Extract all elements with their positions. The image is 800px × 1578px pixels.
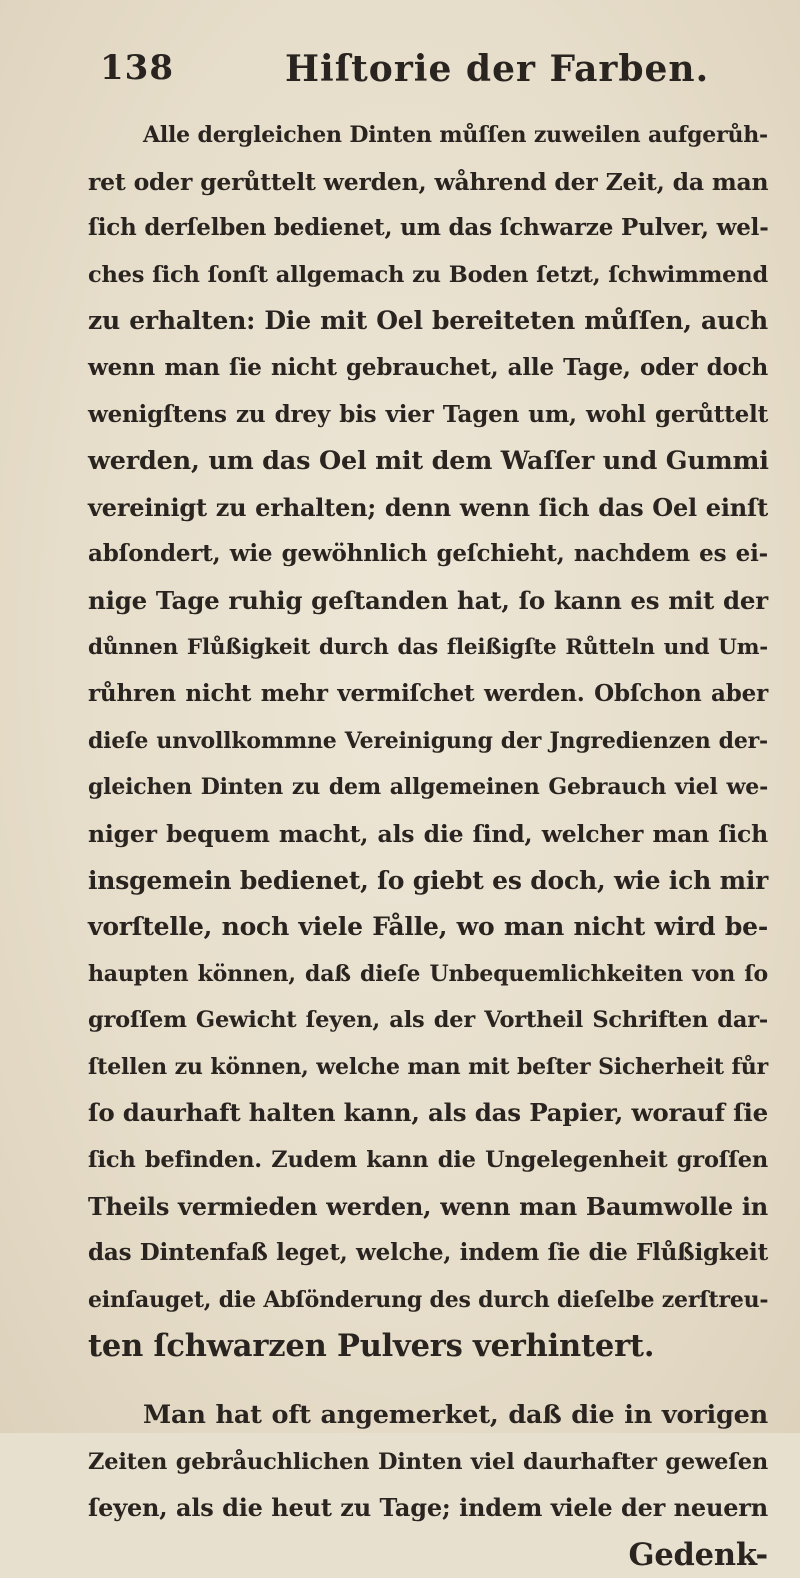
text-line: ſich befinden. Zudem kann die Ungelegenheit groſſen	[88, 1147, 768, 1174]
text-line: Man hat oft angemerket, daß die in vorigen	[143, 1400, 768, 1431]
paragraph-2	[88, 1392, 768, 1532]
text-line: abſondert, wie gewöhnlich geſchieht, nachdem es ei-	[88, 540, 768, 568]
text-line: das Dintenfaß leget, welche, indem ſie die Flůßigkeit	[88, 1239, 768, 1267]
text-line: růhren nicht mehr vermiſchet werden. Obſchon aber	[88, 680, 768, 708]
text-line: ret oder gerůttelt werden, wåhrend der Zeit, da man	[88, 167, 769, 196]
text-line: haupten können, daß dieſe Unbequemlichkeiten von ſo	[88, 960, 768, 987]
text-line: niger bequem macht, als die ſind, welcher man ſich	[88, 819, 768, 848]
text-line: důnnen Flůßigkeit durch das fleißigſte Růtteln und Um-	[88, 634, 768, 660]
paragraph-1	[88, 112, 768, 1370]
text-line: ches ſich ſonſt allgemach zu Boden ſetzt, ſchwimmend	[88, 261, 768, 288]
text-line: insgemein bedienet, ſo giebt es doch, wie ich mir	[88, 865, 769, 895]
text-line: ſtellen zu können, welche man mit beſter Sicherheit fůr	[88, 1053, 768, 1080]
text-line: ſo daurhaft halten kann, als das Papier, worauf ſie	[88, 1098, 768, 1128]
text-line: einſauget, die Abſönderung des durch dieſelbe zerſtreu-	[88, 1286, 769, 1313]
catchword: Gedenk-	[628, 1536, 768, 1573]
running-title: Hiſtorie der Farben.	[285, 48, 710, 90]
text-line: gleichen Dinten zu dem allgemeinen Gebrauch viel we-	[88, 774, 768, 801]
text-line: zu erhalten: Die mit Oel bereiteten můſſen, auch	[88, 306, 768, 336]
text-line: dieſe unvollkommne Vereinigung der Jngredienzen der-	[88, 727, 768, 754]
text-line: ſeyen, als die heut zu Tage; indem viele der neuern	[88, 1493, 768, 1523]
text-line: nige Tage ruhig geſtanden hat, ſo kann es mit der	[88, 585, 768, 615]
text-line: Alle dergleichen Dinten můſſen zuweilen aufgerůh-	[143, 122, 768, 148]
text-line: werden, um das Oel mit dem Waſſer und Gummi	[88, 446, 769, 477]
text-line: Theils vermieden werden, wenn man Baumwolle in	[88, 1191, 768, 1221]
text-line: vorſtelle, noch viele Fålle, wo man nicht wird be-	[88, 912, 768, 942]
text-line: Zeiten gebråuchlichen Dinten viel daurhafter geweſen	[88, 1448, 768, 1475]
text-line: ſich derſelben bedienet, um das ſchwarze Pulver, wel-	[88, 214, 769, 242]
text-line: vereinigt zu erhalten; denn wenn ſich das Oel einſt	[88, 492, 768, 522]
body-text	[88, 112, 768, 1578]
text-line: wenn man ſie nicht gebrauchet, alle Tage, oder doch	[88, 353, 768, 381]
text-line: ten ſchwarzen Pulvers verhintert.	[88, 1328, 655, 1365]
page-header	[100, 48, 740, 98]
text-line: wenigſtens zu drey bis vier Tagen um, wohl gerůttelt	[88, 400, 768, 428]
page-number: 138	[100, 48, 174, 88]
text-line: groſſem Gewicht ſeyen, als der Vortheil Schriften dar-	[88, 1007, 768, 1034]
